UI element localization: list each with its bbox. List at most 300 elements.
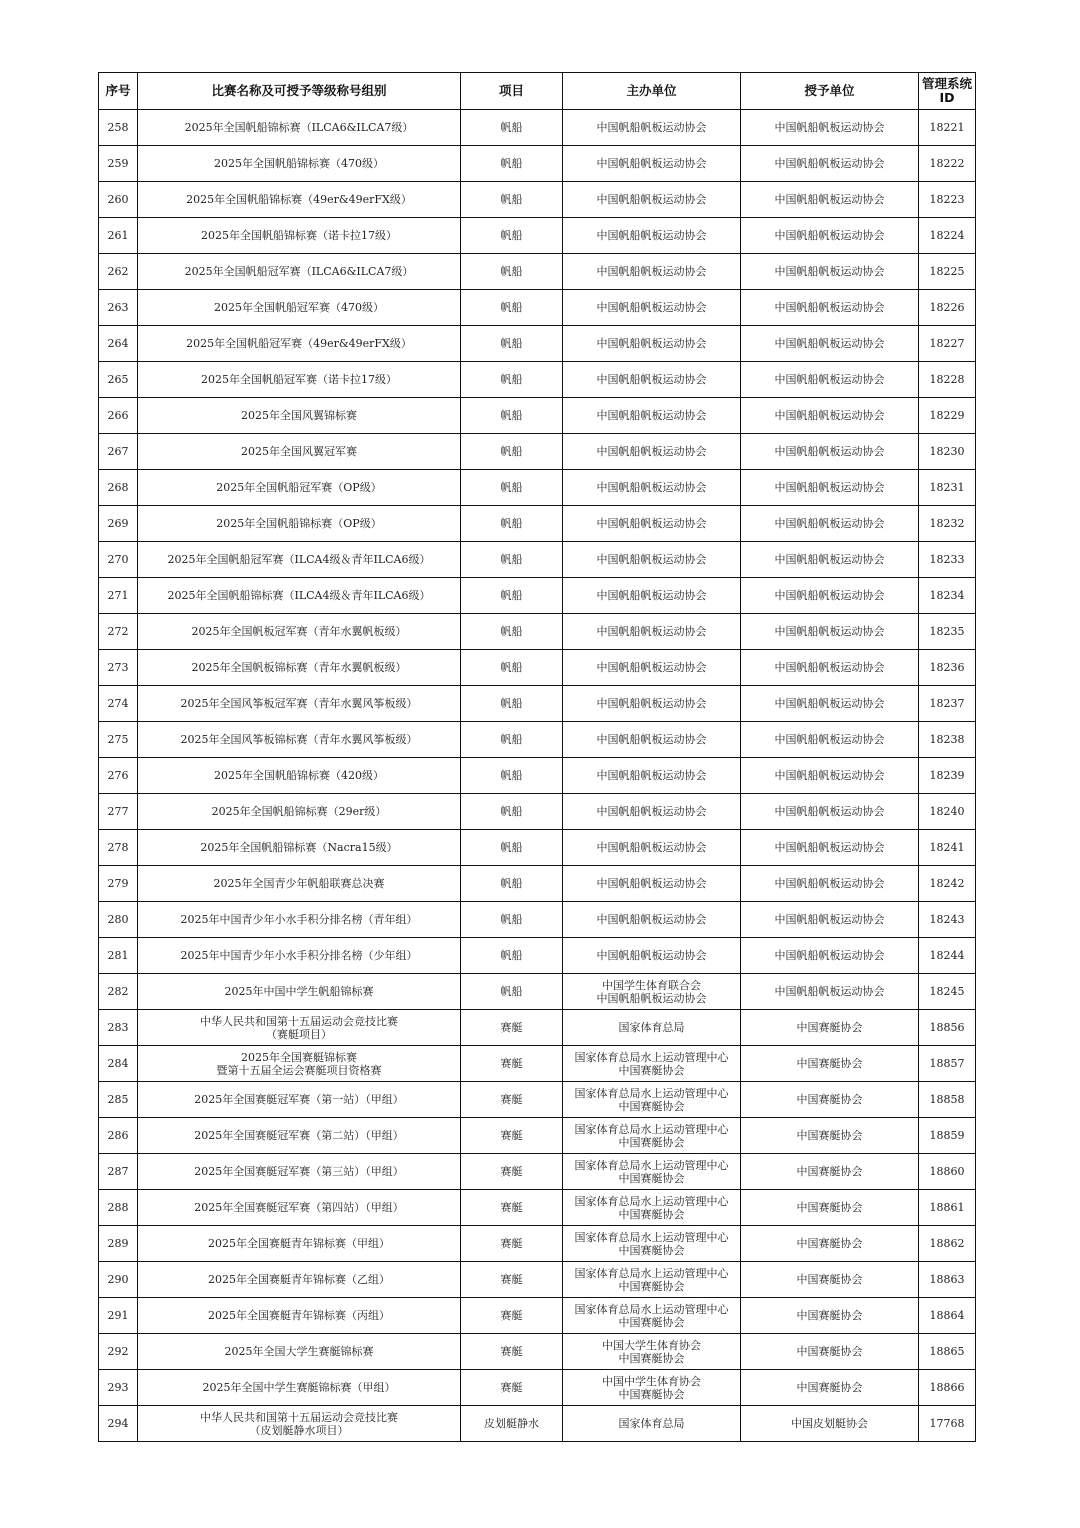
cell-no: 266 [99,398,138,434]
cell-competition-name [138,938,461,974]
cell-grantor: 中国帆船帆板运动协会 [741,254,919,290]
cell-host-line: 国家体育总局 [618,1417,685,1430]
cell-no: 279 [99,866,138,902]
cell-competition-name-line: 2025年全国帆船冠军赛（OP级） [216,481,382,494]
cell-system-id: 18234 [919,578,976,614]
cell-system-id: 18243 [919,902,976,938]
cell-competition-name [138,794,461,830]
table-row [99,146,976,182]
cell-competition-name-line: 2025年中国青少年小水手积分排名榜（少年组） [180,949,418,962]
cell-no: 283 [99,1010,138,1046]
cell-host [563,506,741,542]
document-page [98,72,975,1442]
cell-no: 258 [99,110,138,146]
cell-item: 帆船 [461,434,563,470]
header-grantor: 授予单位 [741,73,919,110]
table-row [99,218,976,254]
header-competition-name: 比赛名称及可授予等级称号组别 [138,73,461,110]
cell-system-id: 18239 [919,758,976,794]
cell-item: 赛艇 [461,1154,563,1190]
cell-host-line: 国家体育总局水上运动管理中心 [574,1194,729,1208]
cell-host-line: 中国学生体育联合会 [602,978,701,992]
cell-grantor: 中国帆船帆板运动协会 [741,686,919,722]
table-row [99,686,976,722]
cell-host-line: 中国帆船帆板运动协会 [596,877,707,890]
cell-system-id: 18856 [919,1010,976,1046]
cell-host-line: 中国帆船帆板运动协会 [596,517,707,530]
cell-item: 赛艇 [461,1298,563,1334]
table-row [99,1082,976,1118]
cell-competition-name [138,686,461,722]
cell-host-line: 中国帆船帆板运动协会 [596,913,707,926]
cell-host-line: 中国帆船帆板运动协会 [596,445,707,458]
cell-no: 282 [99,974,138,1010]
cell-system-id: 18863 [919,1262,976,1298]
cell-system-id: 18860 [919,1154,976,1190]
cell-grantor: 中国帆船帆板运动协会 [741,182,919,218]
table-row [99,542,976,578]
cell-item: 帆船 [461,110,563,146]
cell-item: 赛艇 [461,1226,563,1262]
cell-host-line: 中国帆船帆板运动协会 [596,949,707,962]
table-row [99,1118,976,1154]
cell-competition-name-line: 2025年全国中学生赛艇锦标赛（甲组） [202,1381,396,1394]
cell-competition-name [138,1262,461,1298]
cell-competition-name-line: （赛艇项目） [266,1027,332,1041]
cell-host-line: 中国帆船帆板运动协会 [596,373,707,386]
cell-competition-name [138,1154,461,1190]
header-row [99,73,976,110]
cell-host [563,686,741,722]
cell-host-line: 中国帆船帆板运动协会 [596,589,707,602]
cell-grantor: 中国帆船帆板运动协会 [741,614,919,650]
cell-host-line: 中国赛艇协会 [618,1171,685,1185]
cell-competition-name-line: 2025年全国帆船锦标赛（49er&49erFX级） [186,193,412,206]
cell-host-line: 中国大学生体育协会 [602,1338,701,1352]
cell-host-line: 中国帆船帆板运动协会 [596,991,707,1005]
table-row [99,254,976,290]
cell-item: 帆船 [461,938,563,974]
cell-host [563,578,741,614]
cell-host-line: 国家体育总局水上运动管理中心 [574,1050,729,1064]
cell-item: 赛艇 [461,1262,563,1298]
cell-competition-name-line: 2025年全国大学生赛艇锦标赛 [224,1345,374,1358]
cell-host [563,1226,741,1262]
header-host: 主办单位 [563,73,741,110]
cell-competition-name [138,506,461,542]
cell-no: 292 [99,1334,138,1370]
cell-no: 272 [99,614,138,650]
cell-competition-name-line: 2025年全国帆船冠军赛（诺卡拉17级） [201,373,397,386]
cell-competition-name-line: 2025年全国赛艇冠军赛（第三站）（甲组） [194,1165,404,1178]
cell-host [563,794,741,830]
cell-host-line: 国家体育总局水上运动管理中心 [574,1230,729,1244]
cell-system-id: 18242 [919,866,976,902]
cell-item: 赛艇 [461,1118,563,1154]
table-row [99,1190,976,1226]
cell-host-line: 中国赛艇协会 [618,1351,685,1365]
cell-no: 277 [99,794,138,830]
cell-no: 291 [99,1298,138,1334]
cell-host [563,722,741,758]
cell-system-id: 18245 [919,974,976,1010]
table-row [99,1046,976,1082]
cell-grantor: 中国赛艇协会 [741,1298,919,1334]
cell-grantor: 中国帆船帆板运动协会 [741,722,919,758]
cell-competition-name-line: 2025年全国赛艇冠军赛（第二站）（甲组） [194,1129,404,1142]
cell-item: 帆船 [461,866,563,902]
cell-competition-name-line: 2025年全国赛艇青年锦标赛（乙组） [208,1273,390,1286]
cell-item: 帆船 [461,218,563,254]
cell-grantor: 中国帆船帆板运动协会 [741,650,919,686]
cell-no: 269 [99,506,138,542]
cell-host [563,1010,741,1046]
cell-competition-name-line: 2025年全国帆船锦标赛（Nacra15级） [200,841,398,854]
header-system-id: 管理系统ID [919,73,976,110]
cell-system-id: 18224 [919,218,976,254]
cell-competition-name-line: 2025年全国帆板锦标赛（青年水翼帆板级） [191,661,407,674]
cell-item: 帆船 [461,830,563,866]
cell-host-line: 中国帆船帆板运动协会 [596,553,707,566]
cell-no: 265 [99,362,138,398]
cell-grantor: 中国帆船帆板运动协会 [741,362,919,398]
cell-competition-name-line: 2025年全国风翼锦标赛 [241,409,357,422]
cell-no: 262 [99,254,138,290]
cell-host [563,1334,741,1370]
table-row [99,1334,976,1370]
cell-system-id: 18865 [919,1334,976,1370]
cell-competition-name-line: 2025年全国赛艇青年锦标赛（甲组） [208,1237,390,1250]
cell-competition-name [138,110,461,146]
cell-competition-name-line: 2025年全国帆船锦标赛（29er级） [211,805,387,818]
cell-competition-name [138,758,461,794]
cell-competition-name-line: 2025年全国帆船锦标赛（诺卡拉17级） [201,229,397,242]
cell-system-id: 18222 [919,146,976,182]
cell-host-line: 中国帆船帆板运动协会 [596,193,707,206]
cell-item: 皮划艇静水 [461,1406,563,1442]
cell-competition-name [138,362,461,398]
cell-competition-name-line: 2025年全国帆船锦标赛（ILCA6&ILCA7级） [184,121,414,134]
cell-no: 289 [99,1226,138,1262]
cell-host [563,974,741,1010]
cell-grantor: 中国帆船帆板运动协会 [741,326,919,362]
cell-grantor: 中国帆船帆板运动协会 [741,506,919,542]
cell-no: 294 [99,1406,138,1442]
cell-system-id: 18859 [919,1118,976,1154]
cell-host-line: 中国帆船帆板运动协会 [596,337,707,350]
cell-host [563,110,741,146]
cell-no: 268 [99,470,138,506]
table-row [99,614,976,650]
cell-host-line: 中国中学生体育协会 [602,1374,701,1388]
cell-system-id: 18858 [919,1082,976,1118]
cell-competition-name-line: 2025年中国青少年小水手积分排名榜（青年组） [180,913,418,926]
cell-competition-name [138,1298,461,1334]
cell-system-id: 18861 [919,1190,976,1226]
cell-grantor: 中国帆船帆板运动协会 [741,758,919,794]
cell-host-line: 国家体育总局水上运动管理中心 [574,1158,729,1172]
cell-host [563,362,741,398]
cell-grantor: 中国帆船帆板运动协会 [741,290,919,326]
cell-host-line: 国家体育总局水上运动管理中心 [574,1086,729,1100]
table-row [99,1262,976,1298]
cell-system-id: 18237 [919,686,976,722]
cell-competition-name [138,290,461,326]
cell-host-line: 国家体育总局水上运动管理中心 [574,1266,729,1280]
cell-host-line: 中国帆船帆板运动协会 [596,733,707,746]
cell-competition-name [138,146,461,182]
cell-item: 帆船 [461,362,563,398]
cell-competition-name-line: 2025年全国赛艇锦标赛 [241,1050,357,1064]
cell-host-line: 中国赛艇协会 [618,1099,685,1113]
table-row [99,398,976,434]
cell-system-id: 18866 [919,1370,976,1406]
cell-host-line: 中国帆船帆板运动协会 [596,769,707,782]
cell-competition-name-line: 2025年全国帆船冠军赛（470级） [214,301,384,314]
cell-host-line: 中国赛艇协会 [618,1135,685,1149]
cell-competition-name-line: 2025年全国帆船冠军赛（49er&49erFX级） [186,337,412,350]
cell-item: 帆船 [461,650,563,686]
cell-item: 帆船 [461,686,563,722]
cell-host-line: 中国帆船帆板运动协会 [596,625,707,638]
table-row [99,830,976,866]
cell-grantor: 中国帆船帆板运动协会 [741,146,919,182]
cell-host-line: 中国帆船帆板运动协会 [596,157,707,170]
cell-competition-name [138,218,461,254]
cell-competition-name-line: 2025年全国帆船锦标赛（OP级） [216,517,382,530]
cell-system-id: 18229 [919,398,976,434]
cell-item: 帆船 [461,146,563,182]
cell-competition-name-line: 2025年全国赛艇冠军赛（第四站）（甲组） [194,1201,404,1214]
cell-grantor: 中国赛艇协会 [741,1334,919,1370]
cell-item: 帆船 [461,326,563,362]
table-row [99,938,976,974]
cell-host-line: 国家体育总局 [618,1021,685,1034]
cell-competition-name-line: 2025年全国帆船冠军赛（ILCA4级＆青年ILCA6级） [167,553,431,566]
cell-no: 288 [99,1190,138,1226]
cell-host-line: 中国帆船帆板运动协会 [596,265,707,278]
cell-grantor: 中国帆船帆板运动协会 [741,830,919,866]
cell-no: 293 [99,1370,138,1406]
cell-host [563,830,741,866]
cell-no: 274 [99,686,138,722]
cell-grantor: 中国帆船帆板运动协会 [741,938,919,974]
cell-competition-name [138,722,461,758]
cell-competition-name [138,1190,461,1226]
cell-host [563,1190,741,1226]
table-row [99,1406,976,1442]
cell-host [563,866,741,902]
cell-item: 赛艇 [461,1370,563,1406]
table-row [99,326,976,362]
cell-item: 帆船 [461,578,563,614]
table-row [99,758,976,794]
cell-competition-name [138,1370,461,1406]
competition-table [98,72,976,1442]
cell-host-line: 中国帆船帆板运动协会 [596,229,707,242]
cell-item: 赛艇 [461,1082,563,1118]
cell-item: 赛艇 [461,1046,563,1082]
table-row [99,362,976,398]
cell-competition-name [138,326,461,362]
cell-competition-name [138,578,461,614]
cell-host-line: 中国赛艇协会 [618,1063,685,1077]
cell-grantor: 中国帆船帆板运动协会 [741,866,919,902]
cell-competition-name-line: 中华人民共和国第十五届运动会竞技比赛 [200,1410,398,1424]
cell-host-line: 中国帆船帆板运动协会 [596,481,707,494]
table-row [99,434,976,470]
cell-competition-name [138,182,461,218]
cell-host [563,434,741,470]
cell-grantor: 中国帆船帆板运动协会 [741,902,919,938]
cell-competition-name [138,614,461,650]
cell-item: 帆船 [461,722,563,758]
table-row [99,1154,976,1190]
cell-competition-name [138,902,461,938]
cell-competition-name [138,1082,461,1118]
cell-item: 帆船 [461,254,563,290]
table-row [99,1298,976,1334]
cell-host [563,938,741,974]
table-row [99,1010,976,1046]
cell-no: 284 [99,1046,138,1082]
cell-host [563,290,741,326]
cell-competition-name-line: 2025年全国风筝板冠军赛（青年水翼风筝板级） [180,697,418,710]
cell-item: 帆船 [461,542,563,578]
cell-host [563,902,741,938]
cell-no: 261 [99,218,138,254]
cell-competition-name-line: 暨第十五届全运会赛艇项目资格赛 [216,1063,382,1077]
cell-competition-name [138,1226,461,1262]
cell-competition-name-line: 2025年中国中学生帆船锦标赛 [224,985,374,998]
cell-host [563,254,741,290]
cell-host [563,326,741,362]
cell-item: 帆船 [461,974,563,1010]
cell-competition-name [138,1010,461,1046]
cell-system-id: 18221 [919,110,976,146]
cell-competition-name [138,1406,461,1442]
cell-item: 赛艇 [461,1190,563,1226]
cell-system-id: 18235 [919,614,976,650]
cell-grantor: 中国帆船帆板运动协会 [741,470,919,506]
cell-competition-name-line: 2025年全国赛艇青年锦标赛（丙组） [208,1309,390,1322]
cell-competition-name [138,434,461,470]
cell-no: 263 [99,290,138,326]
cell-no: 285 [99,1082,138,1118]
cell-system-id: 18862 [919,1226,976,1262]
cell-competition-name-line: 2025年全国帆板冠军赛（青年水翼帆板级） [191,625,407,638]
cell-host [563,182,741,218]
cell-host [563,146,741,182]
cell-system-id: 18227 [919,326,976,362]
cell-competition-name [138,470,461,506]
cell-item: 帆船 [461,182,563,218]
cell-competition-name-line: 2025年全国帆船锦标赛（470级） [214,157,384,170]
header-item: 项目 [461,73,563,110]
cell-item: 帆船 [461,290,563,326]
cell-item: 帆船 [461,506,563,542]
cell-host [563,1370,741,1406]
cell-host-line: 中国帆船帆板运动协会 [596,841,707,854]
cell-competition-name-line: 2025年全国青少年帆船联赛总决赛 [213,877,385,890]
cell-no: 280 [99,902,138,938]
cell-grantor: 中国赛艇协会 [741,1082,919,1118]
cell-host [563,614,741,650]
table-row [99,794,976,830]
cell-host-line: 中国帆船帆板运动协会 [596,121,707,134]
cell-no: 264 [99,326,138,362]
cell-system-id: 18223 [919,182,976,218]
cell-grantor: 中国赛艇协会 [741,1046,919,1082]
cell-no: 267 [99,434,138,470]
cell-competition-name-line: 2025年全国帆船冠军赛（ILCA6&ILCA7级） [184,265,414,278]
cell-item: 帆船 [461,794,563,830]
cell-grantor: 中国帆船帆板运动协会 [741,794,919,830]
cell-no: 260 [99,182,138,218]
cell-no: 271 [99,578,138,614]
cell-competition-name [138,830,461,866]
cell-host [563,398,741,434]
cell-host [563,470,741,506]
table-row [99,1370,976,1406]
cell-host [563,650,741,686]
cell-competition-name-line: 2025年全国风筝板锦标赛（青年水翼风筝板级） [180,733,418,746]
cell-system-id: 18228 [919,362,976,398]
cell-grantor: 中国帆船帆板运动协会 [741,218,919,254]
cell-competition-name [138,398,461,434]
cell-no: 278 [99,830,138,866]
cell-grantor: 中国帆船帆板运动协会 [741,110,919,146]
cell-host-line: 中国赛艇协会 [618,1387,685,1401]
cell-no: 259 [99,146,138,182]
cell-system-id: 18233 [919,542,976,578]
cell-host-line: 中国帆船帆板运动协会 [596,697,707,710]
cell-competition-name-line: 2025年全国风翼冠军赛 [241,445,357,458]
cell-host-line: 中国赛艇协会 [618,1207,685,1221]
cell-system-id: 18857 [919,1046,976,1082]
table-row [99,866,976,902]
cell-grantor: 中国帆船帆板运动协会 [741,434,919,470]
cell-host [563,218,741,254]
cell-competition-name [138,866,461,902]
cell-grantor: 中国帆船帆板运动协会 [741,542,919,578]
cell-host [563,542,741,578]
cell-host-line: 国家体育总局水上运动管理中心 [574,1122,729,1136]
cell-grantor: 中国赛艇协会 [741,1010,919,1046]
cell-grantor: 中国赛艇协会 [741,1154,919,1190]
table-row [99,578,976,614]
cell-grantor: 中国帆船帆板运动协会 [741,578,919,614]
cell-grantor: 中国赛艇协会 [741,1190,919,1226]
cell-host-line: 中国赛艇协会 [618,1279,685,1293]
cell-item: 帆船 [461,398,563,434]
cell-system-id: 18864 [919,1298,976,1334]
header-no: 序号 [99,73,138,110]
cell-no: 270 [99,542,138,578]
cell-system-id: 18231 [919,470,976,506]
cell-host-line: 中国帆船帆板运动协会 [596,409,707,422]
cell-host-line: 国家体育总局水上运动管理中心 [574,1302,729,1316]
cell-host [563,1154,741,1190]
table-body [99,110,976,1442]
cell-no: 287 [99,1154,138,1190]
cell-system-id: 18230 [919,434,976,470]
table-row [99,722,976,758]
cell-competition-name-line: 2025年全国赛艇冠军赛（第一站）（甲组） [194,1093,404,1106]
cell-competition-name [138,254,461,290]
cell-system-id: 18236 [919,650,976,686]
cell-host-line: 中国帆船帆板运动协会 [596,661,707,674]
